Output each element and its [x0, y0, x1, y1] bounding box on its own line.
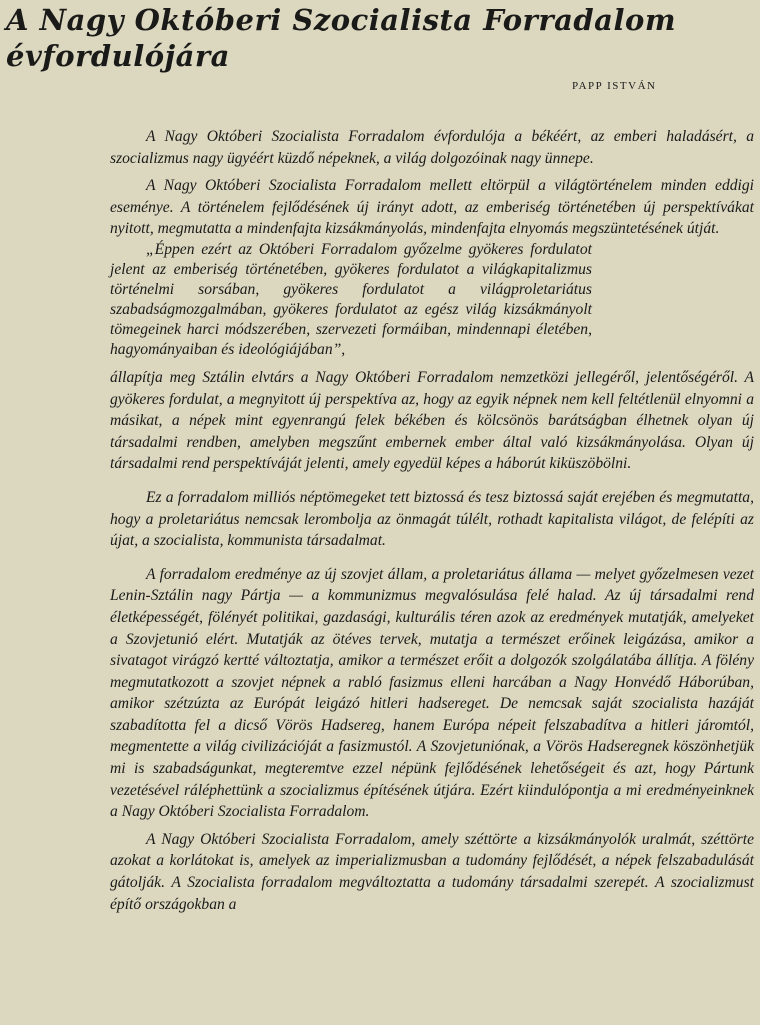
article-body — [110, 126, 754, 915]
paragraph: állapítja meg Sztálin elvtárs a Nagy Októberi Forradalom nemzetközi jellegéről, jelentőségéről. A gyökeres fordulat, a megnyitott új perspektíva az, hogy az egyik népnek nem kell feltétlenül elnyomni a másikat, a népek mint egyenrangú felek békében és kölcsönös barátságban élhetnek olyan új társadalmi rendben, amelyben megszűnt embernek ember által való kizsákmányolása. Olyan új társadalmi rend perspektíváját jelenti, amely egyedül képes a háborút kiküszöbölni. — [110, 368, 754, 473]
paragraph: A Nagy Októberi Szocialista Forradalom mellett eltörpül a világtörténelem minden eddigi eseménye. A történelem fejlődésének új irányt adott, az emberiség történetében új perspektívákat nyitott, megmutatta a mindenfajta kizsákmányolás, mindenfajta elnyomás megszüntetésének útját. — [110, 177, 754, 238]
paragraph: A Nagy Októberi Szocialista Forradalom évfordulója a békéért, az emberi haladásért, a szocializmus nagy ügyéért küzdő népeknek, a világ dolgozóinak nagy ünnepe. — [110, 128, 754, 167]
paragraph: Ez a forradalom milliós néptömegeket tett biztossá és tesz biztossá saját erejében és megmutatta, hogy a proletariátus nemcsak lerombolja az önmagát túlélt, rothadt kapitalista világot, de felépíti az újat, a szocialista, kommunista társadalmat. — [110, 488, 754, 550]
paragraph: A forradalom eredménye az új szovjet állam, a proletariátus állama — melyet győzelmesen vezet Lenin-Sztálin nagy Pártja — a kommunizmus megvalósulása felé halad. Az új társadalmi rend életképességét, fölényét politikai, gazdasági, kulturális téren azok az eredmények mutatják, amelyeket a Szovjetunió elért. Mutatják az ötéves tervek, mutatja a természet erőinek leigázása, amikor a sivatagot virágzó kertté változtatja, amikor a természet erőit a dolgozók szolgálatába állítja. A fölény megmutatkozott a szovjet népnek a rabló fasizmus elleni harcában a Nagy Honvédő Háborúban, amikor szétzúzta az Európát leigázó hitleri hadsereget. De nemcsak saját szocialista hazáját szabadította fel a dicső Vörös Hadsereg, hanem Európa népeit felszabadítva a hitleri járomtól, megmentette a világ civilizációját a fasizmustól. A Szovjetuniónak, a Vörös Hadseregnek köszönhetjük mi is szabadságunkat, megteremtve ezzel népünk fejlődésének lehetőségeit és azt, hogy Pártunk vezetésével ráléphettünk a szocializmus építésének útjára. Ezért kiindulópontja a mi eredményeinknek a Nagy Októberi Szocialista Forradalom. — [110, 565, 754, 821]
paragraph: A Nagy Októberi Szocialista Forradalom, amely széttörte a kizsákmányolók uralmát, széttörte azokat a korlátokat is, amelyek az imperializmusban a tudomány fejlődését, a népek felszabadulását gátolják. A Szocialista forradalom megváltoztatta a tudomány társadalmi szerepét. A szocializmust építő országokban a — [110, 830, 754, 913]
article-author: PAPP ISTVÁN — [572, 80, 657, 92]
stalin-quote: „Éppen ezért az Októberi Forradalom győzelme gyökeres fordulatot jelent az emberiség történetében, gyökeres fordulatot a világkapitalizmus történelmi sorsában, gyökeres fordulatot a világproletariátus szabadságmozgalmában, gyökeres fordulatot az egész világ kizsákmányolt tömegeinek harci módszerében, szervezeti formáiban, mindennapi életében, hagyományaiban és ideológiájában”, — [110, 240, 592, 358]
article-title: A Nagy Októberi Szocialista Forradalom évfordulójára — [6, 3, 676, 73]
